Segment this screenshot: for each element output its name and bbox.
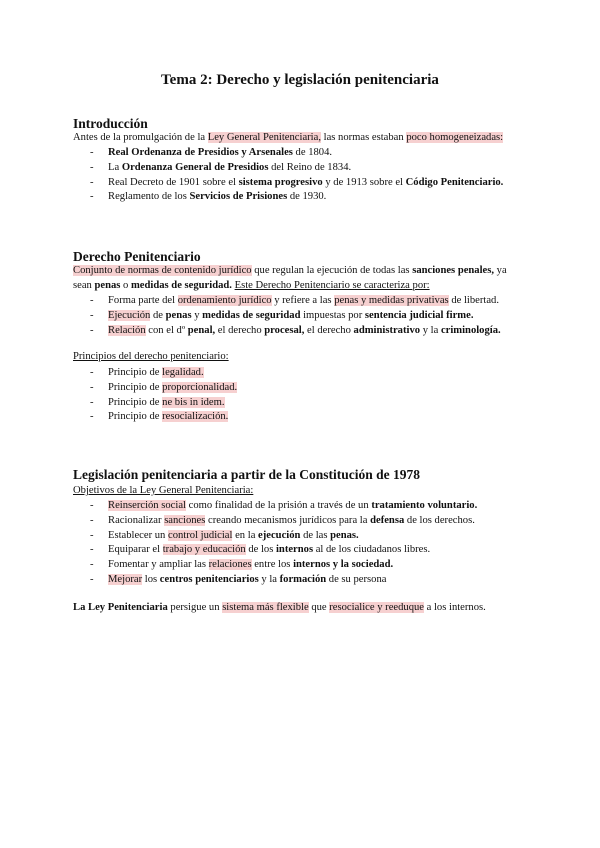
- bold-text: sanciones penales,: [412, 265, 495, 276]
- text: de 1930.: [287, 191, 327, 203]
- list-item: [0, 161, 600, 176]
- list-item: [0, 410, 600, 425]
- list-item: [0, 558, 600, 573]
- text: de su persona: [326, 573, 387, 585]
- intro-paragraph: [73, 131, 533, 145]
- intro-highlight-ley: Ley General Penitenciaria,: [207, 132, 321, 143]
- text: Principio de: [108, 396, 163, 408]
- text: creando mecanismos jurídicos para la: [205, 514, 371, 526]
- list-item: [0, 176, 600, 191]
- bold-text: ejecución: [258, 529, 301, 541]
- bold-text: Código Penitenciario.: [405, 176, 504, 188]
- text: de libertad.: [448, 295, 499, 306]
- page-title: Tema 2: Derecho y legislación penitenciaria: [161, 72, 439, 88]
- intro-list: [0, 146, 600, 205]
- text: entre los: [251, 559, 294, 571]
- intro-highlight-poco: poco homogeneizadas:: [406, 132, 504, 143]
- objetivos-label: Objetivos de la Ley General Penitenciaria:: [73, 485, 254, 496]
- text: sean: [73, 280, 95, 291]
- principios-list: [0, 366, 600, 425]
- text: o: [120, 280, 131, 291]
- text: de: [150, 309, 166, 321]
- highlight-text: legalidad.: [162, 367, 204, 378]
- bold-text: internos y la sociedad.: [293, 559, 394, 571]
- underlined-text: Este Derecho Penitenciario se caracteriza por:: [234, 280, 430, 291]
- text: Real Decreto de 1901 sobre el: [108, 176, 239, 188]
- list-item: [0, 366, 600, 381]
- text: y de 1913 sobre el: [322, 176, 406, 188]
- objetivos-list: [0, 499, 600, 588]
- highlight-text: resocialice y reeduque: [329, 602, 424, 613]
- highlight-text: control judicial: [168, 529, 233, 541]
- principios-label: Principios del derecho penitenciario:: [73, 351, 229, 362]
- bold-text: criminología.: [440, 324, 501, 336]
- text: del Reino de 1834.: [268, 161, 352, 173]
- bold-text: procesal,: [264, 324, 305, 336]
- highlight-text: relaciones: [208, 559, 252, 571]
- bold-text: administrativo: [353, 324, 421, 336]
- bold-text: penas.: [330, 529, 359, 541]
- bold-text: Servicios de Prisiones: [189, 191, 288, 203]
- bold-text: Ordenanza General de Presidios: [121, 161, 269, 173]
- intro-heading: Introducción: [73, 116, 148, 131]
- list-item: [0, 146, 600, 161]
- bold-text: defensa: [370, 514, 405, 526]
- list-item: [0, 381, 600, 396]
- bold-text: penas: [94, 280, 121, 291]
- text: y la: [420, 324, 441, 336]
- text: Establecer un: [108, 529, 169, 541]
- text: que: [308, 602, 330, 613]
- derecho-list: [0, 294, 600, 338]
- derecho-paragraph-line2: [73, 279, 533, 293]
- text: de los: [245, 544, 276, 556]
- text: ya: [494, 265, 507, 276]
- highlight-text: Reinserción social: [108, 500, 186, 511]
- highlight-text: sanciones: [164, 514, 206, 526]
- highlight-text: Relación: [108, 324, 146, 336]
- list-item: [0, 190, 600, 205]
- bold-text: penal,: [187, 324, 216, 336]
- bold-text: formación: [279, 573, 327, 585]
- text: el derecho: [215, 324, 265, 336]
- bold-text: tratamiento voluntario.: [371, 500, 478, 511]
- text: Principio de: [108, 411, 163, 423]
- text: en la: [232, 529, 259, 541]
- highlight-text: ne bis in idem.: [162, 396, 225, 408]
- bold-text: Real Ordenanza de Presidios y Arsenales: [108, 147, 293, 158]
- highlight-text: ordenamiento jurídico: [177, 295, 272, 306]
- text: el derecho: [304, 324, 354, 336]
- list-item: [0, 499, 600, 514]
- list-item: [0, 514, 600, 529]
- highlight-text: resocialización.: [162, 411, 229, 423]
- text: que regulan la ejecución de todas las: [251, 265, 413, 276]
- highlight-text: Mejorar: [108, 573, 143, 585]
- text: persigue un: [167, 602, 223, 613]
- text: Equiparar el: [108, 544, 163, 556]
- list-item: [0, 529, 600, 544]
- bold-text: internos: [275, 544, 314, 556]
- list-item: [0, 309, 600, 324]
- bold-text: centros penitenciarios: [159, 573, 259, 585]
- list-item: [0, 324, 600, 339]
- intro-text-c: las normas estaban: [320, 132, 407, 143]
- highlight-text: penas y medidas privativas: [334, 295, 449, 306]
- highlight-text: Ejecución: [108, 309, 151, 321]
- list-item: [0, 573, 600, 588]
- list-item: [0, 543, 600, 558]
- text: y la: [258, 573, 280, 585]
- legislacion-heading: Legislación penitenciaria a partir de la Constitución de 1978: [73, 467, 420, 482]
- derecho-paragraph-line1: [73, 264, 533, 278]
- text: Racionalizar: [108, 514, 165, 526]
- text: y: [191, 309, 203, 321]
- text: los: [142, 573, 160, 585]
- text: de 1804.: [292, 147, 333, 158]
- text: como finalidad de la prisión a través de un: [185, 500, 372, 511]
- highlight-text: Conjunto de normas de contenido jurídico: [73, 265, 252, 276]
- derecho-heading: Derecho Penitenciario: [73, 249, 201, 264]
- text: con el dº: [145, 324, 188, 336]
- bold-text: medidas de seguridad.: [130, 280, 232, 291]
- text: a los internos.: [423, 602, 486, 613]
- text: y refiere a las: [271, 295, 335, 306]
- closing-paragraph: [73, 601, 533, 615]
- text: Forma parte del: [108, 295, 178, 306]
- text: impuestas por: [300, 309, 365, 321]
- text: de las: [300, 529, 331, 541]
- text: La: [108, 161, 122, 173]
- bold-text: sentencia judicial firme.: [364, 309, 474, 321]
- highlight-text: sistema más flexible: [222, 602, 309, 613]
- bold-text: penas: [165, 309, 192, 321]
- list-item: [0, 396, 600, 411]
- bold-text: La Ley Penitenciaria: [73, 602, 168, 613]
- text: Fomentar y ampliar las: [108, 559, 209, 571]
- text: de los derechos.: [404, 514, 475, 526]
- bold-text: medidas de seguridad: [202, 309, 301, 321]
- intro-text-a: Antes de la promulgación de la: [73, 132, 208, 143]
- list-item: [0, 294, 600, 309]
- text: Principio de: [108, 367, 163, 378]
- highlight-text: proporcionalidad.: [162, 381, 238, 393]
- text: Principio de: [108, 381, 163, 393]
- bold-text: sistema progresivo: [238, 176, 323, 188]
- highlight-text: trabajo y educación: [162, 544, 246, 556]
- text: Reglamento de los: [108, 191, 190, 203]
- text: al de los ciudadanos libres.: [313, 544, 431, 556]
